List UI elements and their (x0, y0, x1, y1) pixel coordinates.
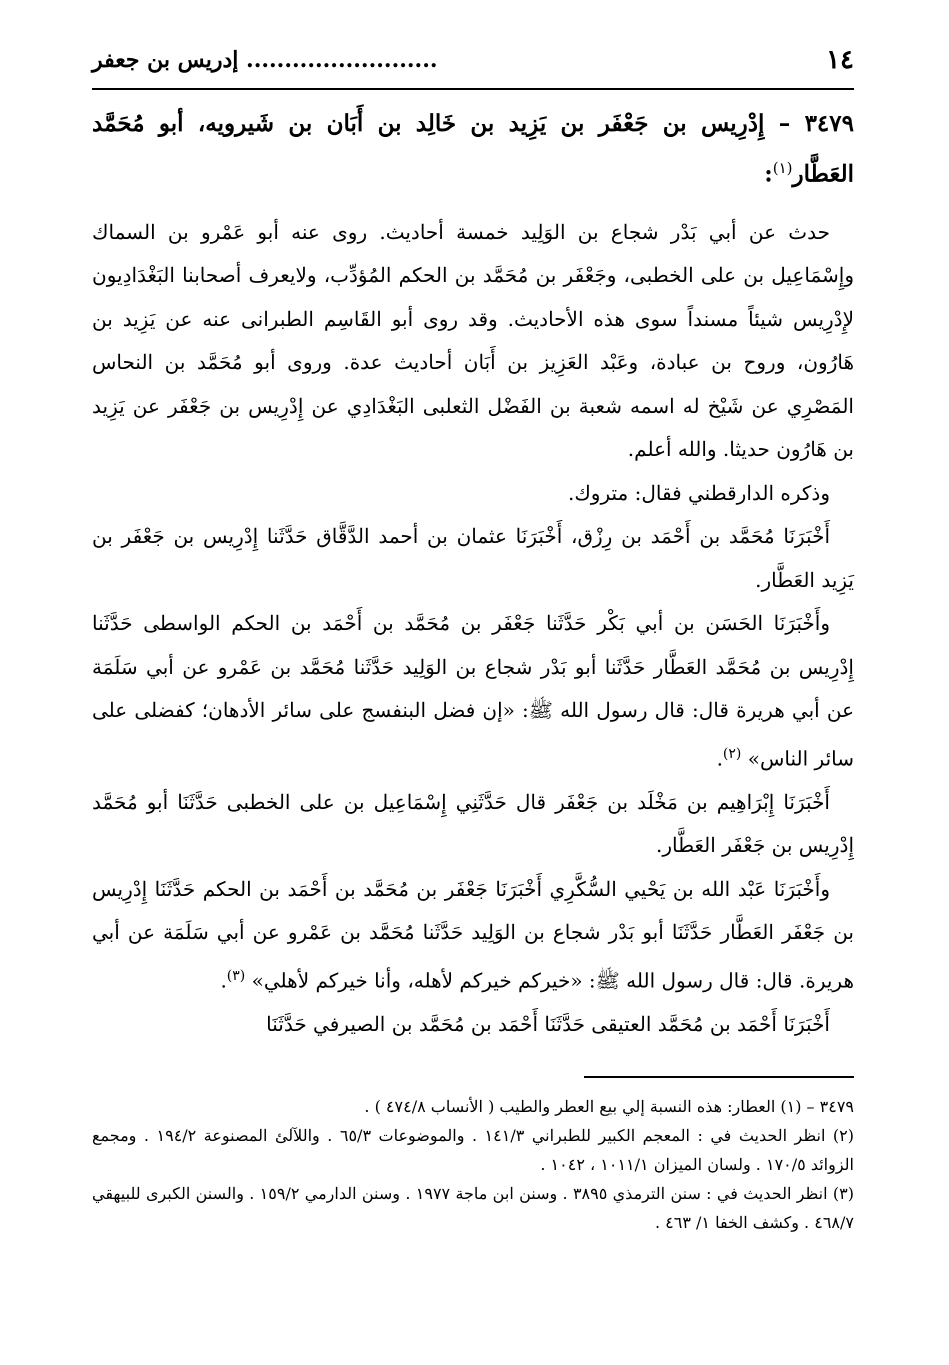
running-title-text: إدريس بن جعفر (92, 47, 239, 73)
paragraph-text: وأَخْبَرَنَا عَبْد الله بن يَحْيي السُّكَّرِي أَخْبَرَنَا جَعْفَر بن مُحَمَّد بن أَحْمَد بن الحكم حَدَّثَنَا إِدْرِيس بن جَعْفَر العَطَّار حَدَّثَنَا أبو بَدْر شجاع بن الوَلِيد حَدَّثَنا مُحَمَّد بن عَمْرو عن أبي سَلَمَة عن أبي هريرة. قال: قال رسول الله ﷺ: «خيركم خيركم لأهله، وأنا خيركم لأهلي» (92, 876, 854, 993)
paragraph-text: أَخْبَرَنَا إِبْرَاهِيم بن مَخْلَد بن جَعْفَر قال حَدَّثَنِي إِسْمَاعِيل بن على الخطبى حَدَّثَنَا أبو مُحَمَّد إِدْرِيس بن جَعْفَر العَطَّار. (92, 789, 854, 858)
footnote-divider (584, 1076, 854, 1078)
paragraph (92, 1003, 854, 1047)
paragraph-text: وذكره الدارقطني فقال: متروك. (567, 480, 830, 505)
footnote-divider-wrap (92, 1046, 854, 1078)
paragraph-text: أَخْبَرَنَا مُحَمَّد بن أَحْمَد بن رِزْق، أَخْبَرَنَا عثمان بن أحمد الدَّقَّاق حَدَّثَنا إِدْرِيس بن جَعْفَر بن يَزِيد العَطَّار. (92, 524, 854, 592)
paragraph-text: أَخْبَرَنَا أَحْمَد بن مُحَمَّد العتيقى حَدَّثَنَا أَحْمَد بن مُحَمَّد بن الصيرفي حَدَّثَنَا (266, 1011, 830, 1036)
running-title (92, 47, 438, 73)
paragraph (92, 472, 854, 516)
page-number: ١٤ (826, 45, 854, 75)
footnote-ref: (١) (772, 159, 793, 177)
paragraph-end: . (716, 746, 723, 771)
entry-title (92, 102, 854, 197)
paragraph (92, 781, 854, 868)
paragraph-text: حدث عن أبي بَدْر شجاع بن الوَلِيد خمسة أحاديث. روى عنه أبو عَمْرو بن السماك وإِسْمَاعِيل بن على الخطبى، وجَعْفَر بن مُحَمَّد بن الحكم المُؤدِّب، ولايعرف أصحابنا البَغْدَادِيون لإِدْرِيس شيئاً مسنداً سوى هذه الأحاديث. وقد روى أبو القَاسِم الطبرانى عنه عن يَزِيد بن هَارُون، وروح بن عبادة، وعَبْد العَزِيز بن أَبَان أحاديث عدة. وروى أبو مُحَمَّد بن النحاس المَصْرِي عن شَيْخ له اسمه شعبة بن الفَضْل الثعلبى البَغْدَادِي عن إِدْرِيس بن جَعْفَر عن يَزِيد بن هَارُون حديثا. والله أعلم. (92, 219, 854, 462)
body-text (92, 211, 854, 1047)
footnote-ref: (٣) (226, 967, 246, 984)
paragraph (92, 211, 854, 472)
footnotes (92, 1092, 854, 1237)
paragraph (92, 868, 854, 1003)
paragraph-text: وأَخْبَرَنَا الحَسَن بن أبي بَكْر حَدَّثَنا جَعْفَر بن مُحَمَّد بن أَحْمَد بن الحكم الواسطى حَدَّثَنا إِدْرِيس بن مُحَمَّد العَطَّار حَدَّثَنا أبو بَدْر شجاع بن الوَلِيد حَدَّثَنا مُحَمَّد بن عَمْرو عن أبي سَلَمَة عن أبي هريرة قال: قال رسول الله ﷺ: «إن فضل البنفسج على سائر الأدهان؛ كفضلى على سائر الناس» (92, 611, 854, 771)
paragraph-end: . (220, 968, 227, 993)
footnote-ref: (٢) (722, 745, 742, 762)
footnote: ٣٤٧٩ – (١) العطار: هذه النسبة إلي بيع العطر والطيب ( الأنساب ٤٧٤/٨ ) . (364, 1097, 854, 1117)
footnote: (٢) انظر الحديث في : المعجم الكبير للطبراني ١٤١/٣ . والموضوعات ٦٥/٣ . واللآلئ المصنوعة ١٩٤/٢ . ومجمع الزوائد ١٧٠/٥ . ولسان الميزان ١٠١١/١ ، ١٠٤٢ . (92, 1126, 854, 1175)
entry-title-text: ٣٤٧٩ – إِدْرِيس بن جَعْفَر بن يَزِيد بن خَالِد بن أَبَان بن شَيرويه، أبو مُحَمَّد العَطَّار (92, 110, 854, 188)
paragraph (92, 602, 854, 781)
entry-title-end: : (764, 160, 773, 188)
footnote: (٣) انظر الحديث في : سنن الترمذي ٣٨٩٥ . وسنن ابن ماجة ١٩٧٧ . وسنن الدارمي ١٥٩/٢ . والسنن الكبرى للبيهقي ٤٦٨/٧ . وكشف الخفا ١/ ٤٦٣ . (92, 1184, 854, 1233)
paragraph (92, 515, 854, 602)
page-header (92, 32, 854, 90)
running-title-dots: ......................... (246, 47, 438, 73)
